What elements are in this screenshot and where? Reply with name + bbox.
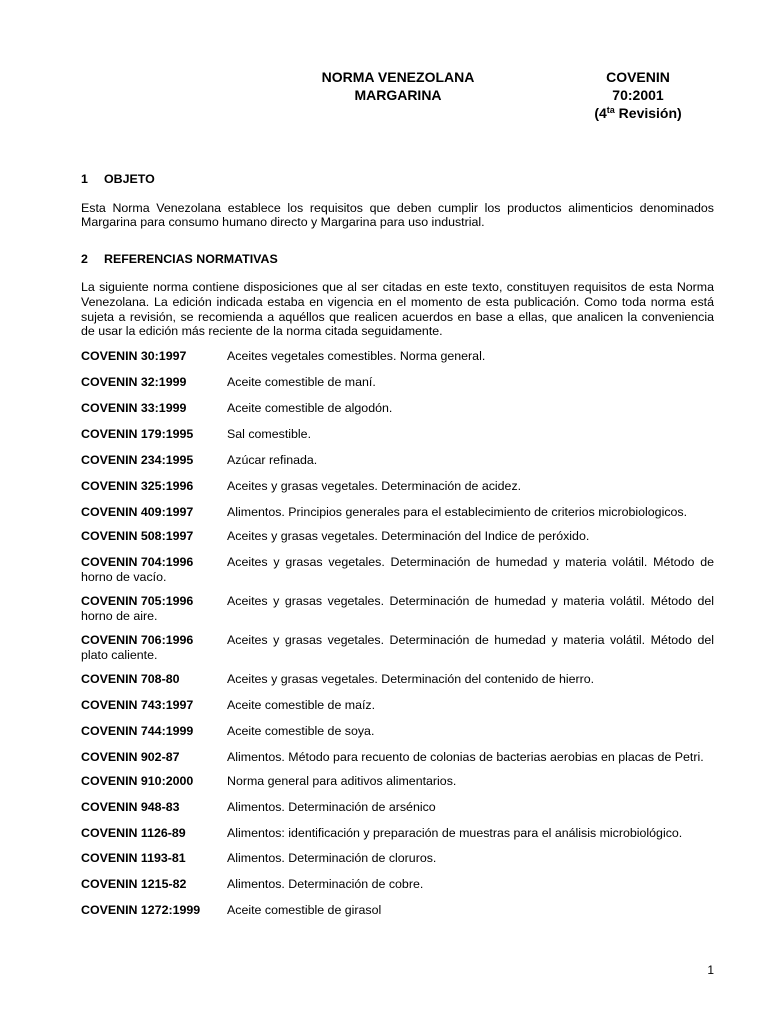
reference-description: Norma general para aditivos alimentarios. [227,774,457,789]
reference-description: Alimentos. Determinación de arsénico [227,800,436,815]
reference-item [81,672,714,687]
reference-code: COVENIN 948-83 [81,800,180,815]
reference-description: Aceites y grasas vegetales. Determinación del contenido de hierro. [227,671,595,686]
reference-item [81,633,714,662]
reference-item [81,851,714,866]
reference-description: Alimentos. Principios generales para el establecimiento de criterios microbiologicos. [227,504,688,519]
reference-code: COVENIN 744:1999 [81,723,194,738]
reference-description: Aceites y grasas vegetales. Determinación de humedad y materia volátil. Método del plato caliente. [81,633,714,662]
reference-description: Azúcar refinada. [227,452,318,467]
section-heading-referencias [81,252,714,267]
reference-code: COVENIN 910:2000 [81,774,194,789]
revision-label: ($4^{ta}$ Revisión) [594,105,682,121]
reference-code: COVENIN 706:1996 [81,633,194,647]
reference-item [81,877,714,892]
reference-item [81,349,714,364]
section-title: OBJETO [104,172,155,186]
reference-description: Aceites y grasas vegetales. Determinación de acidez. [227,478,522,493]
section-heading-objeto [81,172,714,187]
reference-item [81,375,714,390]
reference-code: COVENIN 1272:1999 [81,902,201,917]
reference-item [81,401,714,416]
reference-code: COVENIN 33:1999 [81,400,187,415]
reference-code: COVENIN 1126-89 [81,826,186,841]
section-title: REFERENCIAS NORMATIVAS [104,251,278,266]
reference-description: Alimentos. Determinación de cobre. [227,876,424,891]
reference-description: Aceites y grasas vegetales. Determinación de humedad y materia volátil. Método del horno de aire. [81,594,714,623]
document-body [81,172,714,917]
reference-item [81,453,714,468]
reference-item [81,774,714,789]
reference-item [81,724,714,739]
reference-item [81,594,714,623]
reference-description: Alimentos. Determinación de cloruros. [227,850,437,865]
reference-code: COVENIN 179:1995 [81,426,194,441]
code-line-1: COVENIN [606,69,670,85]
section-number: 1 [81,172,88,186]
reference-code: COVENIN 32:1999 [81,374,187,389]
reference-description: Aceite comestible de girasol [227,902,382,917]
reference-item [81,427,714,442]
standard-code [578,68,698,122]
reference-code: COVENIN 409:1997 [81,504,194,519]
reference-description: Aceite comestible de maní. [227,374,376,389]
document-title [290,68,506,104]
section-paragraph-objeto: Esta Norma Venezolana establece los requisitos que deben cumplir los productos alimenticios denominados Margarina para consumo humano directo y Margarina para uso industrial. [81,200,714,230]
reference-description: Alimentos: identificación y preparación de muestras para el análisis microbiológico. [227,826,683,841]
reference-description: Aceite comestible de algodón. [227,400,393,415]
reference-item [81,698,714,713]
title-line-2: MARGARINA [354,87,442,103]
reference-item [81,555,714,584]
reference-description: Aceites vegetales comestibles. Norma general. [227,348,486,363]
reference-code: COVENIN 508:1997 [81,529,194,544]
reference-code: COVENIN 705:1996 [81,594,194,609]
reference-description: Aceite comestible de maíz. [227,697,376,712]
reference-item [81,505,714,520]
section-paragraph-referencias: La siguiente norma contiene disposiciones que al ser citadas en este texto, constituyen requisitos de esta Norma Venezolana. La edición indicada estaba en vigencia en el momento de esta publicación. Como toda norma está sujeta a revisión, se recomienda a aquéllos que realicen acuerdos en base a ellas, que analicen la conveniencia de usar la edición más reciente de la norma citada seguidamente. [81,280,714,339]
page-number: 1 [707,963,714,977]
reference-item [81,800,714,815]
reference-list [81,349,714,918]
reference-code: COVENIN 743:1997 [81,697,194,712]
reference-code: COVENIN 902-87 [81,749,180,764]
reference-code: COVENIN 1193-81 [81,850,186,865]
reference-code: COVENIN 704:1996 [81,555,194,570]
section-number: 2 [81,251,88,266]
reference-code: COVENIN 30:1997 [81,348,187,363]
reference-item [81,529,714,544]
reference-code: COVENIN 708-80 [81,671,180,686]
reference-description: Sal comestible. [227,426,312,441]
reference-code: COVENIN 325:1996 [81,478,194,493]
code-line-2: 70:2001 [612,87,664,103]
reference-description: Alimentos. Método para recuento de colonias de bacterias aerobias en placas de Petri. [227,749,704,764]
reference-item [81,826,714,841]
reference-item [81,479,714,494]
reference-code: COVENIN 1215-82 [81,876,187,891]
reference-item [81,750,714,765]
title-line-1: NORMA VENEZOLANA [321,69,475,85]
reference-description: Aceite comestible de soya. [227,723,375,738]
reference-description: Aceites y grasas vegetales. Determinación de humedad y materia volátil. Método de horno de vacío. [81,555,714,584]
reference-description: Aceites y grasas vegetales. Determinación del Indice de peróxido. [227,529,590,544]
reference-code: COVENIN 234:1995 [81,452,194,467]
reference-item [81,903,714,918]
